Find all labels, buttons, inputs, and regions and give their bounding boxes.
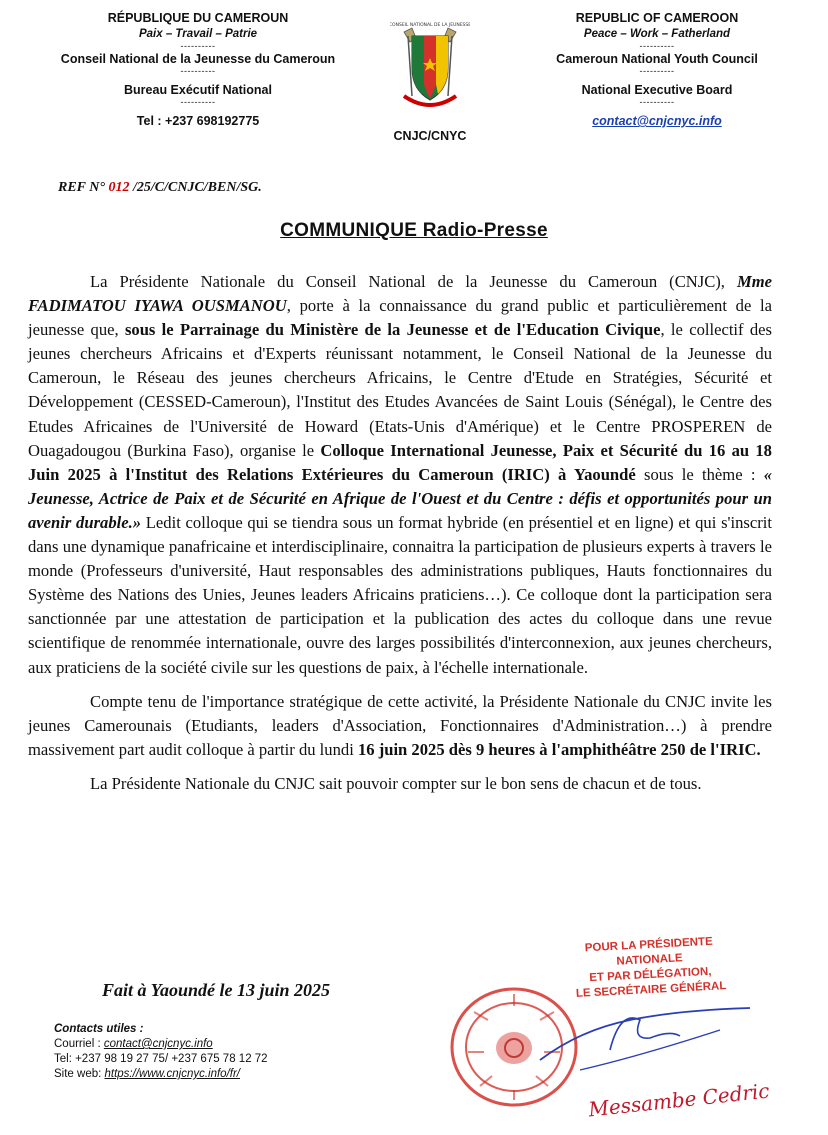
separator: ---------- — [639, 41, 675, 51]
org-acronym: CNJC/CNYC — [393, 129, 467, 143]
cnjc-emblem-icon — [390, 18, 470, 118]
separator: ---------- — [180, 66, 216, 76]
header-left — [28, 10, 368, 129]
theme-text: « Jeunesse, Actrice de Paix et de Sécurité en Afrique de l'Ouest et du Centre : défis et opportunités pour un avenir durable.» — [28, 464, 772, 532]
emblem-motto-text: CONSEIL NATIONAL DE LA JEUNESSE — [390, 23, 470, 28]
paragraph-2: Compte tenu de l'importance stratégique de cette activité, la Présidente Nationale du CNJC invite les jeunes Camerounais (Etudiants, leaders d'Association, Fonctionnaires d'Administration…) à prendre massivement part audit colloque à partir du lundi 16 juin 2025 dès 9 heures à l'amphithéâtre 250 de l'IRIC. — [28, 691, 772, 759]
header-email-link[interactable]: contact@cnjcnyc.info — [592, 114, 722, 128]
motto-en: Peace – Work – Fatherland — [583, 28, 731, 40]
council-en: Cameroun National Youth Council — [556, 52, 758, 66]
event-text: Colloque International Jeunesse, Paix et Sécurité du 16 au 18 Juin 2025 à l'Institut des Relations Extérieures du Cameroun (IRIC) à Yaoundé — [28, 440, 772, 484]
board-en: National Executive Board — [581, 83, 733, 97]
document-title: COMMUNIQUE Radio-Presse — [280, 220, 548, 241]
country-en: REPUBLIC OF CAMEROON — [575, 11, 739, 25]
website-link[interactable]: https://www.cnjcnyc.info/fr/ — [104, 1068, 240, 1080]
paragraph-3: La Présidente Nationale du CNJC sait pouvoir compter sur le bon sens de chacun et de tous. — [90, 773, 702, 793]
signoff-date: Fait à Yaoundé le 13 juin 2025 — [102, 980, 331, 1000]
signature-icon — [520, 990, 770, 1080]
ref-prefix: REF N° — [58, 180, 109, 195]
contact-email-link[interactable]: contact@cnjcnyc.info — [103, 1038, 213, 1050]
reference-number — [58, 180, 262, 196]
motto-fr: Paix – Travail – Patrie — [138, 28, 258, 40]
separator: ---------- — [180, 97, 216, 107]
patronage-text: sous le Parrainage du Ministère de la Jeunesse et de l'Education Civique — [124, 320, 661, 340]
council-fr: Conseil National de la Jeunesse du Cameroun — [60, 52, 336, 66]
contacts-block: Contacts utiles : Courriel : contact@cnjcnyc.info Tel: +237 98 19 27 75/ +237 675 78 12 72 Site web: https://www.cnjcnyc.info/fr/ — [54, 1023, 268, 1080]
event-date: 16 juin 2025 dès 9 heures à l'amphithéâtre 250 de l'IRIC. — [357, 739, 761, 759]
ref-suffix: /25/C/CNJC/BEN/SG. — [129, 180, 262, 195]
signatory-name: Messambe Cedric — [587, 1078, 771, 1122]
president-name: Mme FADIMATOU IYAWA OUSMANOU — [28, 272, 772, 316]
contact-phone: Tel: +237 98 19 27 75/ +237 675 78 12 72 — [54, 1053, 268, 1065]
paragraph-1: La Présidente Nationale du Conseil National de la Jeunesse du Cameroun (CNJC), Mme FADIMATOU IYAWA OUSMANOU, porte à la connaissance du grand public et particulièrement de la jeunesse que, sous le Parrainage du Ministère de la Jeunesse et de l'Education Civique, le collectif des jeunes chercheurs Africains et d'Experts réunissant notamment, le Conseil National de la Jeunesse du Cameroun, le Réseau des jeunes chercheurs Africains, le Centre d'Etude en Stratégies, Sécurité et Développement (CESSED-Cameroun), l'Institut des Etudes Avancées de Saint Louis (Sénégal), le Centre des Etudes Africaines de l'Université de Howard (Etats-Unis d'Amérique) et le Centre PROSPEREN de Ouagadougou (Burkina Faso), organise le Colloque International Jeunesse, Paix et Sécurité du 16 au 18 Juin 2025 à l'Institut des Relations Extérieures du Cameroun (IRIC) à Yaoundé sous le thème : « Jeunesse, Actrice de Paix et de Sécurité en Afrique de l'Ouest et du Centre : défis et opportunités pour un avenir durable.» Ledit colloque qui se tiendra sous un format hybride (en présentiel et en ligne) et qui s'inscrit dans une dynamique panafricaine et interdisciplinaire, connaitra la participation de plusieurs experts à travers le monde (Professeurs d'université, Haut responsables des administrations publiques, Hauts fonctionnaires du Système des Nations des Unies, Jeunes leaders Africains praticiens…). Ce colloque dont la participation sera sanctionnée par une attestation de participation et la publication des actes du colloque dans une revue scientifique de renommée internationale, ouvre des larges possibilités d'interconnexion, aux jeunes chercheurs, aux praticiens de la société civile sur les questions de paix, à l'échelle internationale. — [28, 272, 773, 677]
separator: ---------- — [180, 41, 216, 51]
separator: ---------- — [639, 97, 675, 107]
delegation-stamp: POUR LA PRÉSIDENTE NATIONALE ET PAR DÉLÉGATION, LE SECRÉTAIRE GÉNÉRAL — [575, 935, 727, 1000]
country-fr: RÉPUBLIQUE DU CAMEROUN — [107, 11, 289, 25]
contacts-heading: Contacts utiles : — [54, 1023, 144, 1035]
board-fr: Bureau Exécutif National — [124, 83, 272, 97]
document-body — [28, 270, 772, 806]
phone-number: Tel : +237 698192775 — [136, 114, 260, 128]
header-right — [492, 10, 822, 129]
header-logo — [380, 18, 480, 143]
separator: ---------- — [639, 66, 675, 76]
ref-number: 012 — [108, 180, 130, 195]
